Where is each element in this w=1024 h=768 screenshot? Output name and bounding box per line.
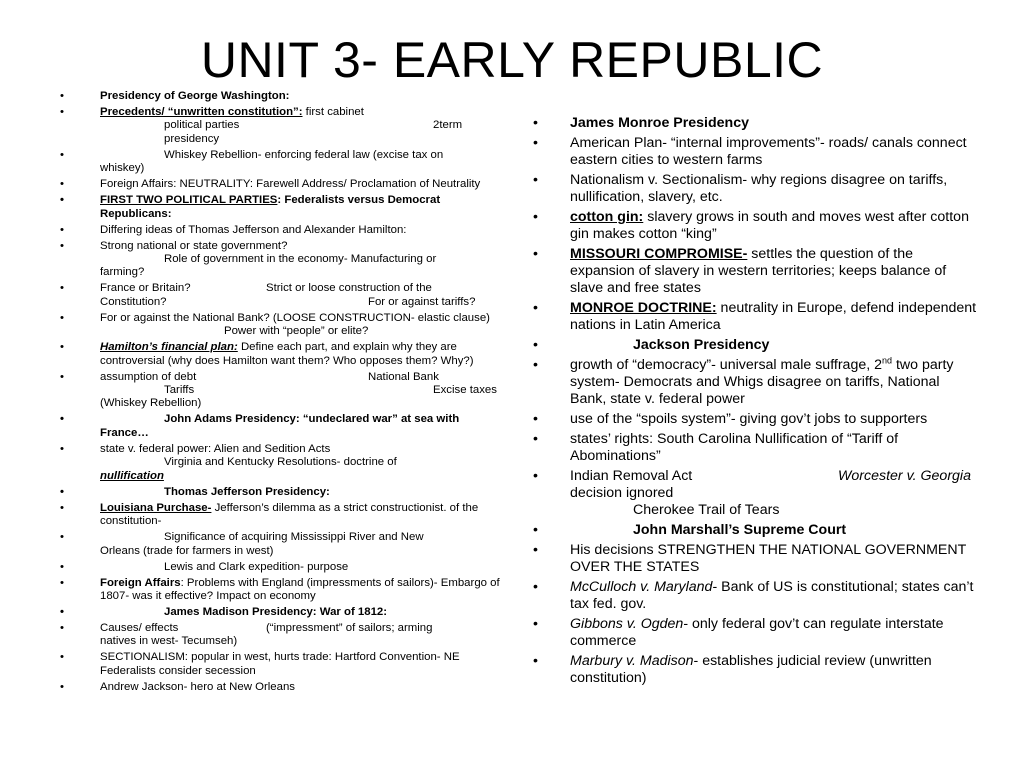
item-text: - Bank of US is constitutional; states can’t tax fed. gov. — [570, 579, 974, 612]
item-text: Strong national or state government? — [100, 239, 288, 252]
item-label: Louisiana Purchase- — [100, 501, 212, 514]
item-text: Excise taxes — [433, 384, 497, 397]
list-item — [60, 651, 500, 678]
item-text: two party system- Democrats and Whigs disagree on tariffs, National Bank, state v. federal power — [570, 357, 954, 407]
item-text: farming? — [100, 266, 145, 279]
item-text: Presidency of George Washington: — [100, 90, 290, 102]
item-text: Jefferson’s dilemma as a strict constructionist. of the constitution- — [100, 501, 479, 528]
item-text: Indian Removal Act — [570, 468, 693, 485]
item-text: political parties — [164, 119, 240, 132]
item-text: • John Adams Presidency: “undeclared war” at sea with — [164, 413, 460, 426]
item-text: James Monroe Presidency — [570, 115, 749, 131]
item-case: McCulloch v. Maryland — [570, 579, 713, 596]
item-text: • James Madison Presidency: War of 1812: — [164, 605, 388, 618]
list-item — [533, 542, 978, 575]
item-text: Orleans (trade for farmers in west) — [100, 544, 274, 557]
list-item — [533, 431, 978, 464]
list-item — [60, 502, 500, 529]
item-text: use of the “spoils system”- giving gov’t jobs to supporters — [570, 411, 928, 427]
list-item — [60, 178, 500, 191]
item-case: Worcester v. Georgia — [838, 468, 971, 485]
item-text: • Thomas Jefferson Presidency: — [164, 485, 330, 498]
item-label: MISSOURI COMPROMISE- — [570, 246, 748, 263]
list-item — [533, 115, 978, 132]
list-item — [533, 209, 978, 242]
list-item — [60, 681, 500, 694]
item-text: National Bank — [368, 370, 439, 383]
item-label: Foreign Affairs — [100, 576, 181, 589]
item-text: Virginia and Kentucky Resolutions- doctrine of — [164, 456, 397, 469]
item-text: decision ignored — [570, 485, 674, 501]
slide-title: UNIT 3- EARLY REPUBLIC — [200, 32, 824, 88]
item-text: Foreign Affairs: NEUTRALITY: Farewell Address/ Proclamation of Neutrality — [100, 178, 481, 191]
list-item — [60, 443, 500, 483]
item-text: France… — [100, 426, 149, 439]
item-label: cotton gin: — [570, 209, 644, 226]
item-text: growth of “democracy”- universal male suffrage, 2 — [570, 357, 882, 374]
item-text: first cabinet — [302, 106, 364, 118]
item-text: Constitution? — [100, 295, 167, 308]
list-item — [60, 194, 500, 221]
list-item — [60, 531, 500, 558]
item-text: Jackson Presidency — [633, 337, 770, 353]
item-text: For or against tariffs? — [368, 295, 476, 308]
item-text: • Significance of acquiring Mississippi River and New — [164, 531, 424, 544]
item-text: settles the question of the expansion of slavery in western territories; keeps balance of slave and free states — [570, 246, 947, 296]
item-text: Differing ideas of Thomas Jefferson and Alexander Hamilton: — [100, 223, 407, 236]
item-label: Precedents/ “unwritten constitution”: — [100, 106, 303, 118]
list-item — [533, 522, 978, 539]
list-item — [533, 411, 978, 428]
item-text: His decisions STRENGTHEN THE NATIONAL GOVERNMENT OVER THE STATES — [570, 542, 967, 575]
list-item — [533, 135, 978, 168]
item-text: Nationalism v. Sectionalism- why regions disagree on tariffs, nullification, slavery, etc. — [570, 172, 948, 205]
list-item — [533, 468, 978, 518]
item-label: Hamilton’s financial plan: — [100, 341, 238, 354]
list-item — [60, 371, 500, 411]
list-item — [533, 172, 978, 205]
item-text: : Problems with England (impressments of sailors)- Embargo of 1807- was it effective? Impact on economy — [100, 576, 500, 602]
item-text: state v. federal power: Alien and Sedition Acts — [100, 442, 331, 455]
list-item — [60, 149, 500, 176]
item-label: MONROE DOCTRINE: — [570, 300, 717, 316]
item-label: FIRST TWO POLITICAL PARTIES — [100, 194, 278, 207]
item-case: Marbury v. Madison — [570, 653, 694, 670]
list-item — [60, 561, 500, 574]
left-bullet-list — [60, 90, 500, 697]
list-item — [60, 341, 500, 368]
item-superscript: nd — [882, 355, 893, 366]
item-text: Andrew Jackson- hero at New Orleans — [100, 680, 295, 693]
item-text: Cherokee Trail of Tears — [633, 501, 780, 518]
item-text: (Whiskey Rebellion) — [100, 397, 202, 410]
item-text: American Plan- “internal improvements”- roads/ canals connect eastern cities to western farms — [570, 135, 967, 168]
item-text: (“impressment” of sailors; arming — [266, 621, 433, 634]
item-text: Role of government in the economy- Manufacturing or — [164, 253, 437, 266]
item-text: - only federal gov’t can regulate interstate commerce — [570, 616, 944, 649]
list-item — [533, 246, 978, 296]
item-text: Power with “people” or elite? — [224, 325, 369, 338]
item-text: • Whiskey Rebellion- enforcing federal law (excise tax on — [164, 148, 444, 161]
item-text: John Marshall’s Supreme Court — [633, 522, 847, 538]
list-item — [533, 653, 978, 686]
list-item — [60, 106, 500, 146]
list-item — [533, 337, 978, 354]
list-item — [60, 312, 500, 339]
list-item — [60, 224, 500, 237]
item-text: Define each part, and explain why they are controversial (why does Hamilton want them? Who opposes them? Why?) — [100, 341, 474, 367]
right-bullet-list — [533, 115, 978, 690]
list-item — [60, 606, 500, 619]
item-text: SECTIONALISM: popular in west, hurts trade: Hartford Convention- NE Federalists consider secession — [100, 651, 460, 677]
item-text: France or Britain? — [100, 282, 191, 295]
list-item — [60, 282, 500, 309]
list-item — [60, 577, 500, 604]
item-text: Strict or loose construction of the — [266, 282, 432, 295]
item-text: slavery grows in south and moves west after cotton gin makes cotton “king” — [570, 209, 969, 242]
item-case: Gibbons v. Ogden — [570, 616, 684, 633]
list-item — [60, 486, 500, 499]
item-text: states’ rights: South Carolina Nullification of “Tariff of Abominations” — [570, 431, 899, 464]
list-item — [533, 616, 978, 649]
list-item — [60, 240, 500, 280]
item-text: : Federalists versus Democrat Republicans: — [100, 194, 441, 220]
list-item — [533, 300, 978, 333]
item-text: • Lewis and Clark expedition- purpose — [164, 560, 349, 573]
item-text: neutrality in Europe, defend independent nations in Latin America — [570, 300, 977, 333]
item-text: For or against the National Bank? (LOOSE CONSTRUCTION- elastic clause) — [100, 311, 490, 324]
item-text: natives in west- Tecumseh) — [100, 635, 238, 648]
item-text: 2term presidency — [164, 119, 463, 145]
list-item — [60, 622, 500, 649]
item-text: whiskey) — [100, 162, 145, 175]
list-item — [533, 357, 978, 407]
list-item — [60, 90, 500, 103]
item-text: nullification — [100, 469, 164, 482]
list-item — [533, 579, 978, 612]
list-item — [60, 413, 500, 440]
item-text: - establishes judicial review (unwritten constitution) — [570, 653, 932, 686]
item-text: Causes/ effects — [100, 621, 179, 634]
item-text: assumption of debt — [100, 370, 197, 383]
item-text: Tariffs — [164, 384, 195, 397]
